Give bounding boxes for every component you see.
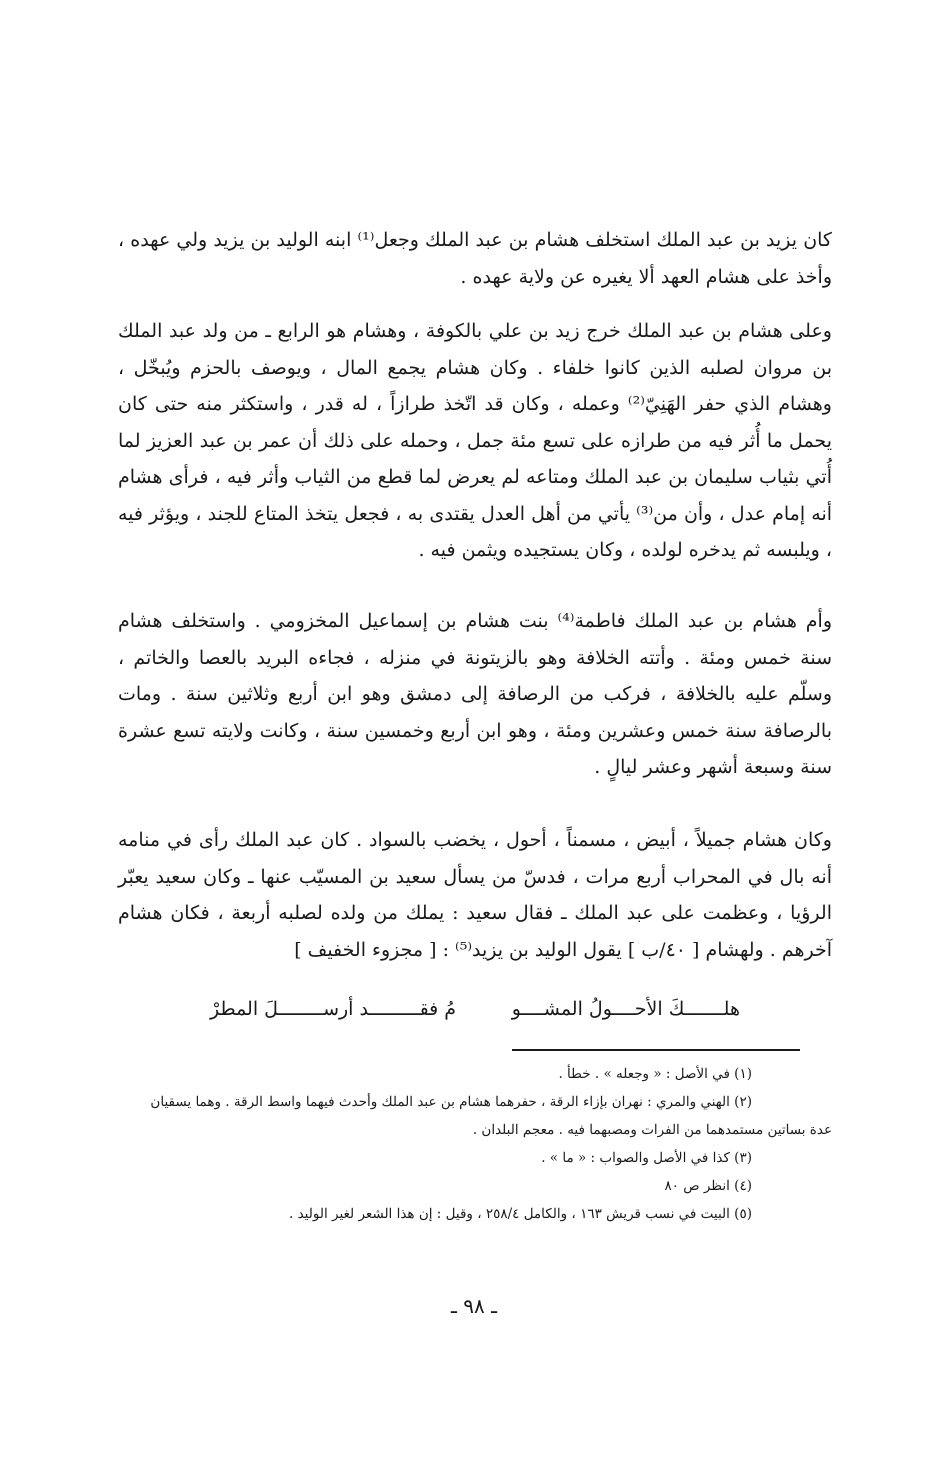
footnote-4: (٤) انظر ص ٨٠ (664, 1178, 752, 1194)
paragraph-1 (118, 222, 832, 295)
footnote-2-continuation: عدة بساتين مستمدهما من الفرات ومصبهما فيه . معجم البلدان . (472, 1122, 832, 1138)
poetry-verse (210, 994, 740, 1024)
footnote-2: (٢) الهني والمري : نهران بإزاء الرقة ، حفرهما هشام بن عبد الملك وأحدث فيهما واسط الرقة . وهما يسقيان (150, 1094, 752, 1110)
paragraph-text: وأم هشام بن عبد الملك فاطمة⁽⁴⁾ بنت هشام بن إسماعيل المخزومي . واستخلف هشام سنة خمس ومئة . وأتته الخلافة وهو بالزيتونة في منزله ، فجاءه البريد بالعصا والخاتم ، وسلّم عليه بالخلافة ، فركب من الرصافة إلى دمشق وهو ابن أربع وثلاثين سنة . ومات بالرصافة سنة خمس وعشرين ومئة ، وهو ابن أربع وخمسين سنة ، وكانت ولايته تسع عشرة سنة وسبعة أشهر وعشر ليالٍ . (118, 610, 833, 778)
paragraph-4 (118, 822, 832, 968)
paragraph-3 (118, 603, 832, 786)
footnote-1: (١) في الأصل : « وجعله » . خطأ . (558, 1066, 752, 1082)
page-number: ـ ٩٨ ـ (451, 1294, 497, 1318)
paragraph-text: وكان هشام جميلاً ، أبيض ، مسمناً ، أحول ، يخضب بالسواد . كان عبد الملك رأى في منامه أنه بال في المحراب أربع مرات ، فدسّ من يسأل سعيد بن المسيّب عنها ـ وكان سعيد يعبّر الرؤيا ، وعظمت على عبد الملك ـ فقال سعيد : يملك من ولده لصلبه أربعة ، فكان هشام آخرهم . ولهشام [ ٤٠/ب ] يقول الوليد بن يزيد⁽⁵⁾ : [ مجزوء الخفيف ] (118, 829, 832, 961)
footnote-separator (512, 1049, 800, 1051)
paragraph-2 (118, 313, 832, 569)
paragraph-text: كان يزيد بن عبد الملك استخلف هشام بن عبد الملك وجعل⁽¹⁾ ابنه الوليد بن يزيد ولي عهده ، وأخذ على هشام العهد ألا يغيره عن ولاية عهده . (118, 229, 832, 288)
footnotes (118, 1060, 832, 1228)
verse-second-hemistich: مُ فقـــــــــد أرســــــــلَ المطرْ (210, 998, 457, 1020)
footnote-3: (٣) كذا في الأصل والصواب : « ما » . (541, 1150, 752, 1166)
footnote-5: (٥) البيت في نسب قريش ١٦٣ ، والكامل ٢٥٨/٤ ، وقيل : إن هذا الشعر لغير الوليد . (289, 1206, 752, 1222)
paragraph-text: وعلى هشام بن عبد الملك خرج زيد بن علي بالكوفة ، وهشام هو الرابع ـ من ولد عبد الملك بن مروان لصلبه الذين كانوا خلفاء . وكان هشام يجمع المال ، ويوصف بالحزم ويُبخّل ، وهشام الذي حفر الهَنِيّ⁽²⁾ وعمله ، وكان قد اتّخذ طرازاً ، له قدر ، واستكثر منه حتى كان يحمل ما أُثر فيه من طرازه على تسع مئة جمل ، وحمله على ذلك أن عمر بن عبد العزيز لما أُتي بثياب سليمان بن عبد الملك ومتاعه لم يعرض لما قطع من الثياب وأثر فيه ، فرأى هشام أنه إمام عدل ، وأن من⁽³⁾ يأتي من أهل العدل يقتدى به ، فجعل يتخذ المتاع للجند ، ويؤثر فيه ، ويلبسه ثم يدخره لولده ، وكان يستجيده ويثمن فيه . (118, 320, 833, 561)
verse-first-hemistich: هلـــــــكَ الأحــــولُ المشــــو (511, 998, 740, 1020)
